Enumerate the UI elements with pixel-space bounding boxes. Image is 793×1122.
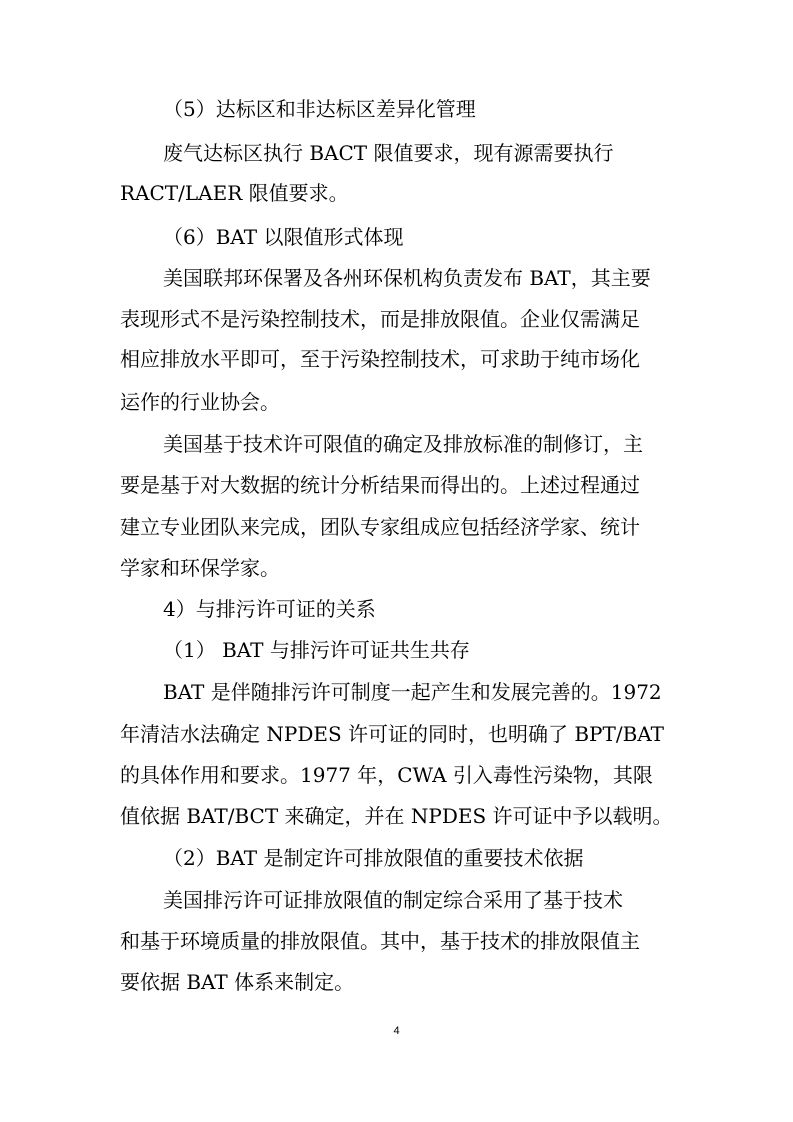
paragraph-line: 年清洁水法确定 NPDES 许可证的同时，也明确了 BPT/BAT bbox=[120, 722, 664, 746]
paragraph-line: 和基于环境质量的排放限值。其中，基于技术的排放限值主 bbox=[120, 929, 640, 953]
paragraph-line: 运作的行业协会。 bbox=[120, 390, 280, 414]
paragraph-line: 美国排污许可证排放限值的制定综合采用了基于技术 bbox=[163, 888, 623, 912]
page-number: 4 bbox=[393, 1025, 400, 1037]
paragraph-line: 的具体作用和要求。1977 年，CWA 引入毒性污染物，其限 bbox=[120, 763, 653, 787]
paragraph-line: 表现形式不是污染控制技术，而是排放限值。企业仅需满足 bbox=[120, 307, 640, 331]
paragraph-line: 要是基于对大数据的统计分析结果而得出的。上述过程通过 bbox=[120, 473, 640, 497]
heading-6-bat-limits: （6）BAT 以限值形式体现 bbox=[163, 225, 404, 249]
paragraph-line: 学家和环保学家。 bbox=[120, 556, 280, 580]
paragraph-line: 值依据 BAT/BCT 来确定，并在 NPDES 许可证中予以载明。 bbox=[120, 804, 673, 828]
paragraph-line: RACT/LAER 限值要求。 bbox=[120, 181, 349, 205]
paragraph-line: BAT 是伴随排污许可制度一起产生和发展完善的。1972 bbox=[163, 680, 662, 704]
heading-1-bat-coexists-with-permits: （1） BAT 与排污许可证共生共存 bbox=[163, 638, 470, 662]
heading-4-relationship-with-permits: 4）与排污许可证的关系 bbox=[163, 597, 376, 621]
heading-5-differentiated-management: （5）达标区和非达标区差异化管理 bbox=[163, 97, 476, 121]
paragraph-line: 建立专业团队来完成，团队专家组成应包括经济学家、统计 bbox=[120, 515, 640, 539]
paragraph-line: 相应排放水平即可，至于污染控制技术，可求助于纯市场化 bbox=[120, 347, 640, 371]
paragraph-line: 美国基于技术许可限值的确定及排放标准的制修订，主 bbox=[163, 432, 643, 456]
paragraph-line: 美国联邦环保署及各州环保机构负责发布 BAT，其主要 bbox=[163, 266, 651, 290]
paragraph-line: 废气达标区执行 BACT 限值要求，现有源需要执行 bbox=[163, 141, 614, 165]
paragraph-line: 要依据 BAT 体系来制定。 bbox=[120, 970, 355, 994]
heading-2-bat-technical-basis: （2）BAT 是制定许可排放限值的重要技术依据 bbox=[163, 846, 584, 870]
